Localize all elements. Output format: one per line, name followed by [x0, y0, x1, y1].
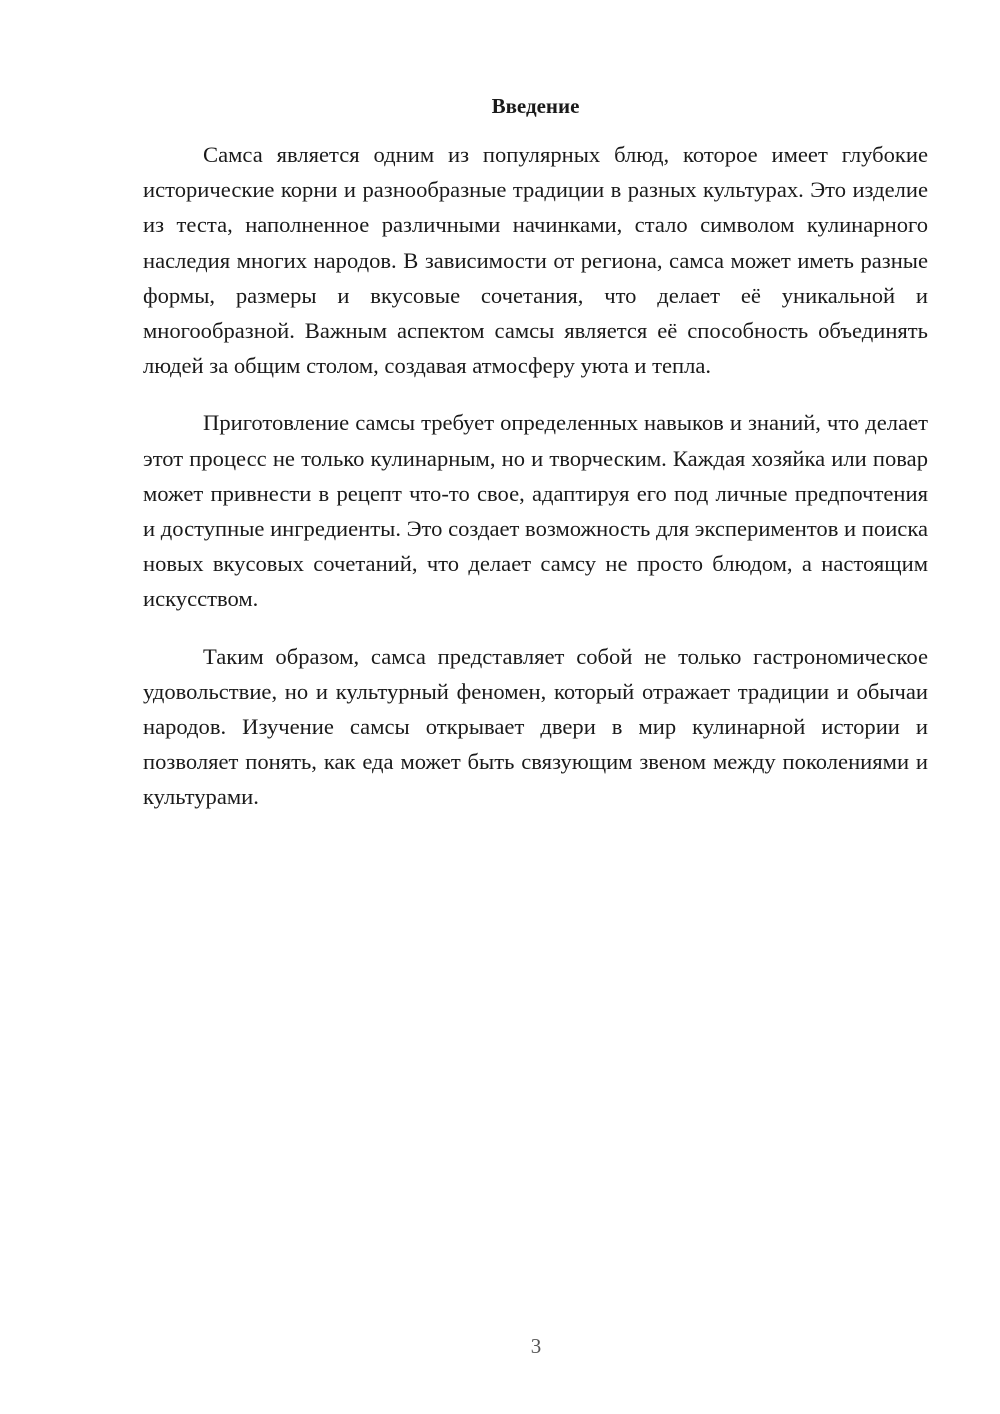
paragraph-1: Самса является одним из популярных блюд, которое имеет глубокие исторические корни и разнообразные традиции в разных культурах. Это изделие из теста, наполненное различными начинками, стало символом кулинарного наследия многих народов. В зависимости от региона, самса может иметь разные формы, размеры и вкусовые сочетания, что делает её уникальной и многообразной. Важным аспектом самсы является её способность объединять людей за общим столом, создавая атмосферу уюта и тепла.	[143, 142, 928, 379]
paragraph-3: Таким образом, самса представляет собой не только гастрономическое удовольствие, но и культурный феномен, который отражает традиции и обычаи народов. Изучение самсы открывает двери в мир кулинарной истории и позволяет понять, как еда может быть связующим звеном между поколениями и культурами.	[143, 643, 928, 810]
section-heading: Введение	[491, 94, 580, 118]
page-content	[143, 94, 928, 837]
paragraph-2: Приготовление самсы требует определенных навыков и знаний, что делает этот процесс не только кулинарным, но и творческим. Каждая хозяйка или повар может привнести в рецепт что-то свое, адаптируя его под личные предпочтения и доступные ингредиенты. Это создает возможность для экспериментов и поиска новых вкусовых сочетаний, что делает самсу не просто блюдом, а настоящим искусством.	[143, 410, 928, 612]
page-number: 3	[530, 1334, 542, 1358]
